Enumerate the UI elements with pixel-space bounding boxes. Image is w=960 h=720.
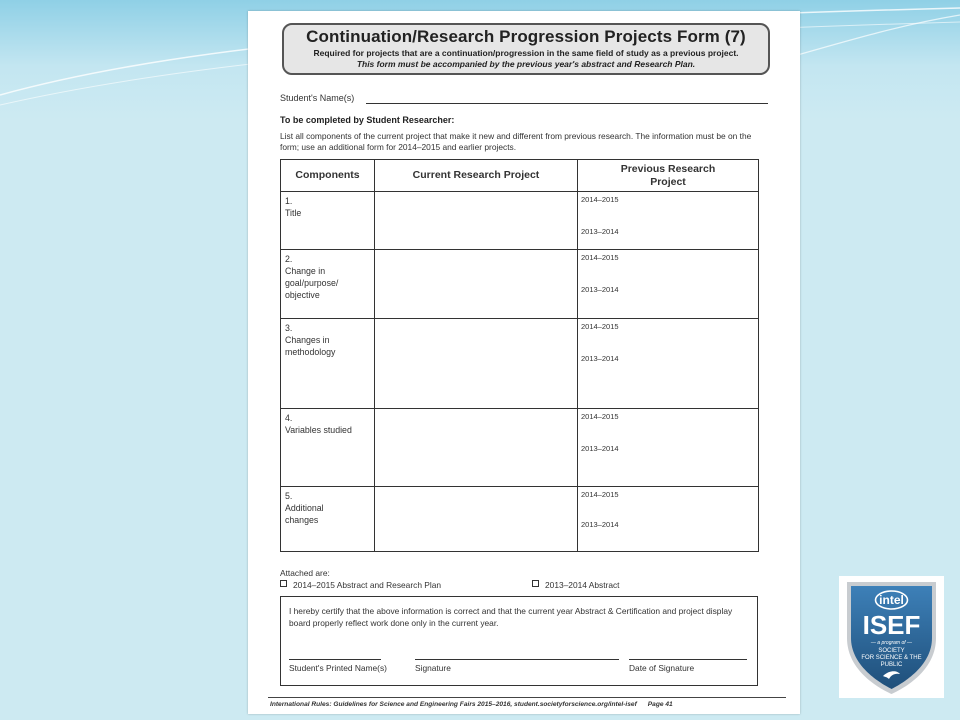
current-project-cell[interactable] bbox=[375, 319, 578, 409]
previous-project-cell[interactable] bbox=[578, 319, 759, 409]
component-name: Title bbox=[285, 208, 302, 218]
logo-tagline: SOCIETY bbox=[878, 648, 905, 654]
year-label: 2014–2015 bbox=[581, 253, 619, 262]
component-name: Variables studied bbox=[285, 425, 352, 435]
table-row bbox=[281, 250, 759, 319]
logo-tagline: — a program of — bbox=[870, 640, 913, 646]
signature-line[interactable] bbox=[415, 659, 619, 660]
student-name-field[interactable] bbox=[366, 103, 768, 104]
year-label: 2014–2015 bbox=[581, 195, 619, 204]
component-label bbox=[281, 192, 375, 250]
year-label: 2013–2014 bbox=[581, 354, 619, 363]
logo-tagline: PUBLIC bbox=[880, 662, 903, 668]
component-label bbox=[281, 319, 375, 409]
year-label: 2013–2014 bbox=[581, 285, 619, 294]
current-project-cell[interactable] bbox=[375, 192, 578, 250]
attached-item-label: 2013–2014 Abstract bbox=[545, 580, 620, 590]
student-name-row bbox=[280, 93, 768, 103]
previous-project-cell[interactable] bbox=[578, 487, 759, 552]
year-label: 2013–2014 bbox=[581, 444, 619, 453]
current-project-cell[interactable] bbox=[375, 487, 578, 552]
header-previous-project: Previous Research Project bbox=[578, 160, 759, 192]
component-name: Additional changes bbox=[285, 503, 324, 525]
component-name: Change in goal/purpose/ objective bbox=[285, 266, 339, 300]
year-label: 2014–2015 bbox=[581, 490, 619, 499]
completion-heading: To be completed by Student Researcher: bbox=[280, 115, 455, 125]
year-label: 2013–2014 bbox=[581, 227, 619, 236]
component-number: 4. bbox=[285, 413, 293, 423]
components-table bbox=[280, 159, 759, 552]
shield-icon bbox=[839, 576, 944, 698]
previous-project-cell[interactable] bbox=[578, 250, 759, 319]
table-row bbox=[281, 487, 759, 552]
page-footer: International Rules: Guidelines for Science and Engineering Fairs 2015–2016, student.societyforscience.org/intel-isef Page 41 bbox=[270, 701, 673, 708]
certification-box bbox=[280, 596, 758, 686]
logo-name: ISEF bbox=[862, 610, 921, 640]
table-row bbox=[281, 319, 759, 409]
form-subtitle-note: This form must be accompanied by the previous year's abstract and Research Plan. bbox=[356, 59, 696, 69]
date-line[interactable] bbox=[629, 659, 747, 660]
form-title-box bbox=[282, 23, 770, 75]
component-number: 5. bbox=[285, 491, 293, 501]
student-name-label: Student's Name(s) bbox=[280, 93, 355, 103]
attached-item bbox=[280, 580, 441, 590]
logo-brand: intel bbox=[879, 593, 904, 607]
header-components: Components bbox=[281, 160, 375, 192]
checkbox-icon[interactable] bbox=[280, 580, 287, 587]
table-row bbox=[281, 409, 759, 487]
current-project-cell[interactable] bbox=[375, 409, 578, 487]
attached-item-label: 2014–2015 Abstract and Research Plan bbox=[293, 580, 442, 590]
component-label bbox=[281, 409, 375, 487]
component-label bbox=[281, 250, 375, 319]
checkbox-icon[interactable] bbox=[532, 580, 539, 587]
form-page bbox=[248, 11, 800, 714]
component-label bbox=[281, 487, 375, 552]
component-number: 3. bbox=[285, 323, 293, 333]
form-title: Continuation/Research Progression Projects Form (7) bbox=[306, 27, 746, 46]
previous-project-cell[interactable] bbox=[578, 192, 759, 250]
component-number: 1. bbox=[285, 196, 293, 206]
header-current-project: Current Research Project bbox=[375, 160, 578, 192]
attached-label: Attached are: bbox=[280, 568, 330, 578]
instructions-text: List all components of the current project that make it new and different from previous research. The information must be on the form; use an additional form for 2014–2015 and earlier projects. bbox=[280, 131, 752, 152]
attached-item bbox=[532, 580, 620, 590]
logo-tagline: FOR SCIENCE & THE bbox=[861, 655, 922, 661]
date-label: Date of Signature bbox=[629, 663, 695, 673]
form-subtitle: Required for projects that are a continuation/progression in the same field of study as a previous project. bbox=[313, 48, 739, 58]
certification-text: I hereby certify that the above information is correct and that the current year Abstract & Certification and project display board properly reflect work done only in the current year. bbox=[289, 606, 733, 628]
previous-project-cell[interactable] bbox=[578, 409, 759, 487]
printed-name-line[interactable] bbox=[289, 659, 381, 660]
current-project-cell[interactable] bbox=[375, 250, 578, 319]
printed-name-label: Student's Printed Name(s) bbox=[289, 663, 387, 673]
footer-divider bbox=[268, 697, 786, 698]
year-label: 2013–2014 bbox=[581, 520, 619, 529]
component-number: 2. bbox=[285, 254, 293, 264]
intel-isef-logo bbox=[839, 576, 944, 698]
year-label: 2014–2015 bbox=[581, 322, 619, 331]
component-name: Changes in methodology bbox=[285, 335, 336, 357]
year-label: 2014–2015 bbox=[581, 412, 619, 421]
table-row bbox=[281, 192, 759, 250]
signature-label: Signature bbox=[415, 663, 451, 673]
